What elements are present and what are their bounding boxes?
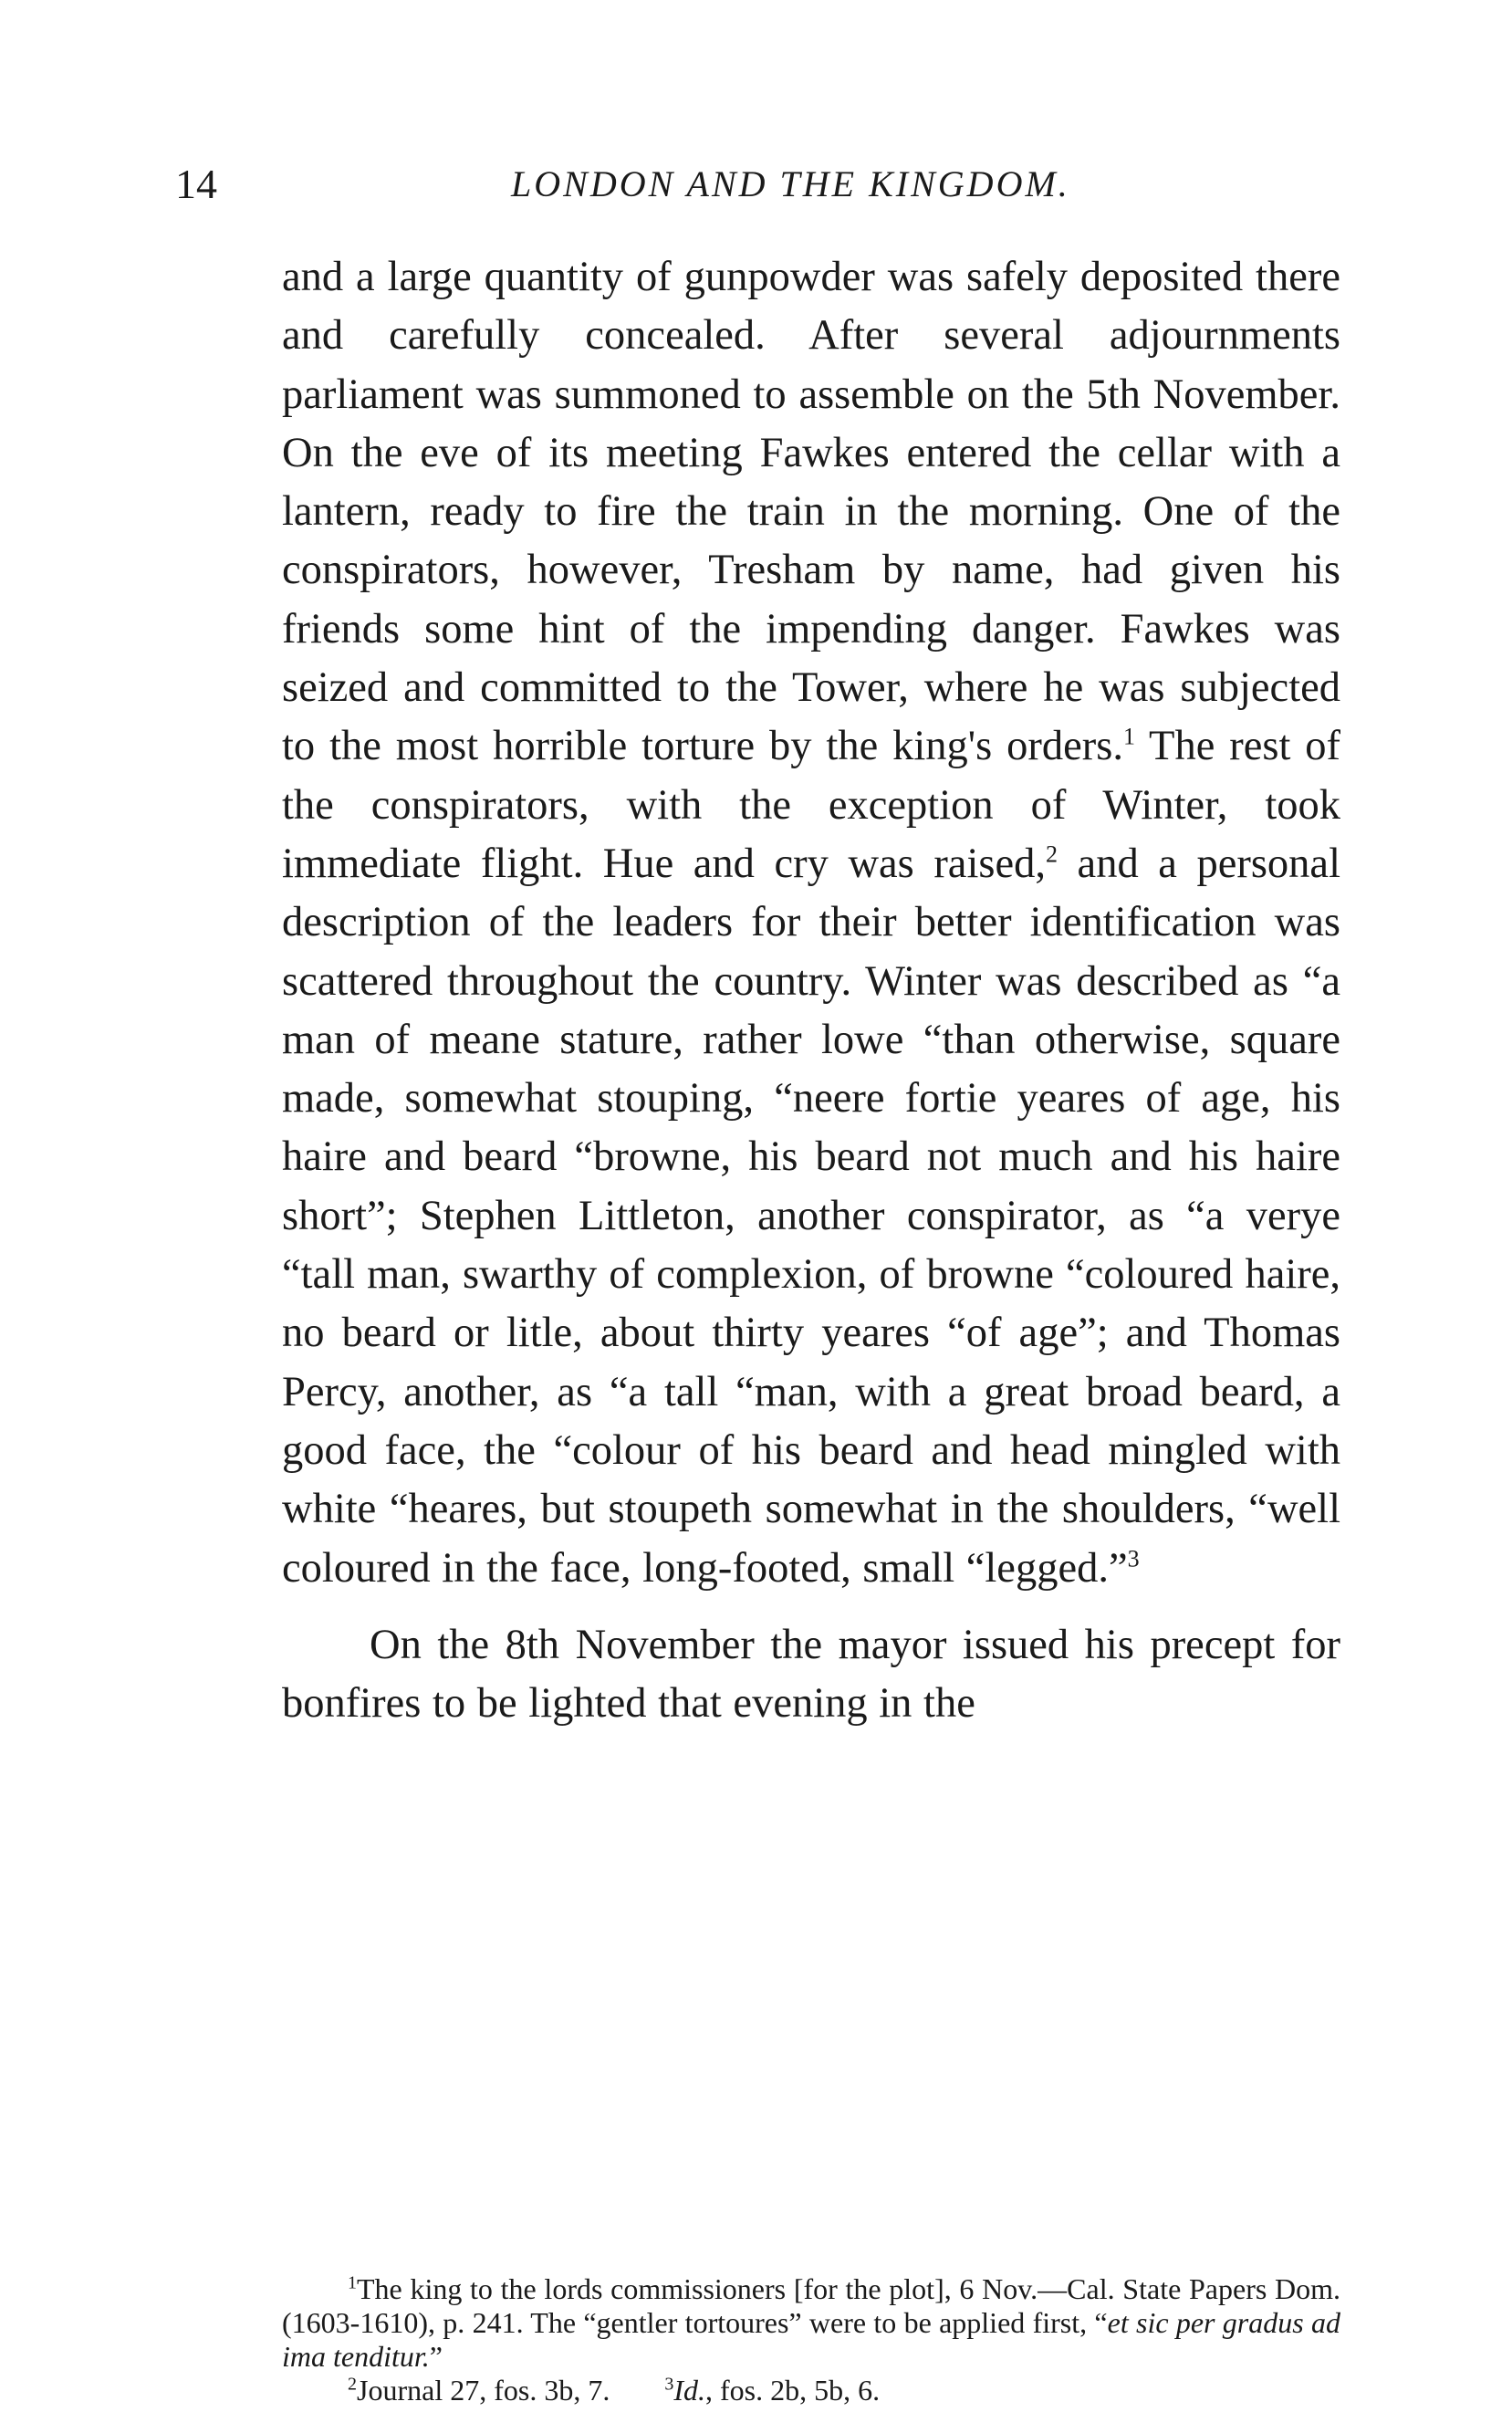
paragraph-1-part-b: The rest of the conspirators, with the exception of Winter, took immediate flight. Hue and cry was raised, <box>282 723 1340 887</box>
footnote-ref-2: 2 <box>1045 841 1058 868</box>
footnote-ref-3: 3 <box>1127 1545 1140 1572</box>
footnote-3-text: , fos. 2b, 5b, 6. <box>704 2374 881 2407</box>
paragraph-2: On the 8th November the mayor issued his precept for bonfires to be lighted that evening in the <box>282 1621 1340 1728</box>
footnote-1-text-a: The king to the lords commissioners [for the plot], 6 Nov.—Cal. State Papers Dom. (1603-1610), p. 241. The “gentler tortoures” were to be applied first, “ <box>282 2272 1340 2339</box>
page-number: 14 <box>175 161 217 207</box>
footnote-ref-1: 1 <box>1122 723 1135 750</box>
running-head <box>0 157 1512 212</box>
paragraph-1-part-a: and a large quantity of gunpowder was safely deposited there and carefully concealed. After several adjournments parliament was summoned to assemble on the 5th November. On the eve of its meeting Fawkes entered the cellar with a lantern, ready to fire the train in the morning. One of the conspirators, however, Tresham by name, had given his friends some hint of the impending danger. Fawkes was seized and committed to the Tower, where he was subjected to the most horrible torture by the king's orders. <box>282 254 1340 770</box>
footnote-1 <box>282 2272 1340 2374</box>
footnote-1-mark: 1 <box>348 2272 357 2293</box>
running-title: LONDON AND THE KINGDOM. <box>511 163 1070 204</box>
footnote-1-latin: et sic per gradus ad ima tenditur. <box>282 2306 1340 2373</box>
footnote-2-text: Journal 27, fos. 3b, 7. <box>357 2374 610 2407</box>
footnote-3-id: Id. <box>673 2374 705 2407</box>
paragraph-1 <box>282 248 1340 1598</box>
footnote-1-text-b: ” <box>429 2340 443 2373</box>
body-text <box>282 248 1340 1733</box>
footnote-3-mark: 3 <box>664 2374 674 2395</box>
footnote-2-mark: 2 <box>348 2374 357 2395</box>
footnotes <box>282 2272 1340 2407</box>
paragraph-1-part-c: and a personal description of the leaders for their better identification was scattered throughout the country. Winter was described as “a man of meane stature, rather lowe “than otherwise, square made, somewhat stouping, “neere fortie yeares of age, his haire and beard “browne, his beard not much and his haire short”; Stephen Littleton, another conspirator, as “a verye “tall man, swarthy of complexion, of browne “coloured haire, no beard or litle, about thirty yeares “of age”; and Thomas Percy, another, as “a tall “man, with a great broad beard, a good face, the “colour of his beard and head mingled with white “heares, but stoupeth somewhat in the shoulders, “well coloured in the face, long-footed, small “legged.” <box>282 840 1340 1592</box>
footnote-refs-line <box>282 2374 1340 2407</box>
